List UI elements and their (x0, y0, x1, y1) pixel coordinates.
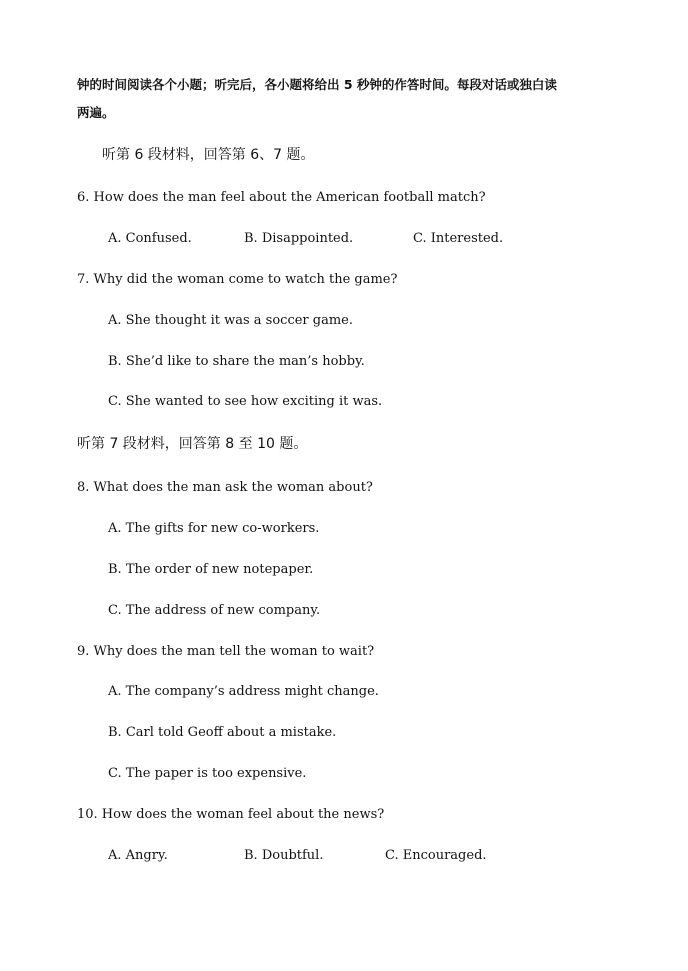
question-10-option-b: B. Doubtful. (244, 848, 324, 863)
question-7-option-c: C. She wanted to see how exciting it was. (108, 394, 383, 409)
question-7-option-b: B. She’d like to share the man’s hobby. (108, 354, 365, 369)
question-6-option-c: C. Interested. (413, 231, 504, 246)
question-6-stem: 6. How does the man feel about the American football match? (77, 190, 486, 205)
question-9-option-a: A. The company’s address might change. (108, 684, 379, 699)
question-7-option-a: A. She thought it was a soccer game. (108, 313, 354, 328)
question-8-stem: 8. What does the man ask the woman about? (77, 480, 373, 495)
question-9-option-b: B. Carl told Geoff about a mistake. (108, 725, 337, 740)
question-10-stem: 10. How does the woman feel about the news? (77, 807, 385, 822)
question-8-option-a: A. The gifts for new co-workers. (108, 521, 320, 536)
section-6-heading: 听第 6 段材料，回答第 6、7 题。 (102, 147, 315, 163)
intro-line-2: 两遍。 (77, 105, 115, 120)
intro-line-1: 钟的时间阅读各个小题；听完后，各小题将给出 5 秒钟的作答时间。每段对话或独白读 (77, 77, 557, 92)
question-10-option-a: A. Angry. (108, 848, 168, 863)
question-7-stem: 7. Why did the woman come to watch the game? (77, 272, 398, 287)
section-7-heading: 听第 7 段材料，回答第 8 至 10 题。 (77, 436, 308, 452)
question-6-option-b: B. Disappointed. (244, 231, 354, 246)
question-8-option-c: C. The address of new company. (108, 603, 321, 618)
question-10-option-c: C. Encouraged. (385, 848, 487, 863)
question-8-option-b: B. The order of new notepaper. (108, 562, 314, 577)
question-9-stem: 9. Why does the man tell the woman to wait? (77, 644, 375, 659)
question-6-option-a: A. Confused. (108, 231, 192, 246)
question-9-option-c: C. The paper is too expensive. (108, 766, 307, 781)
